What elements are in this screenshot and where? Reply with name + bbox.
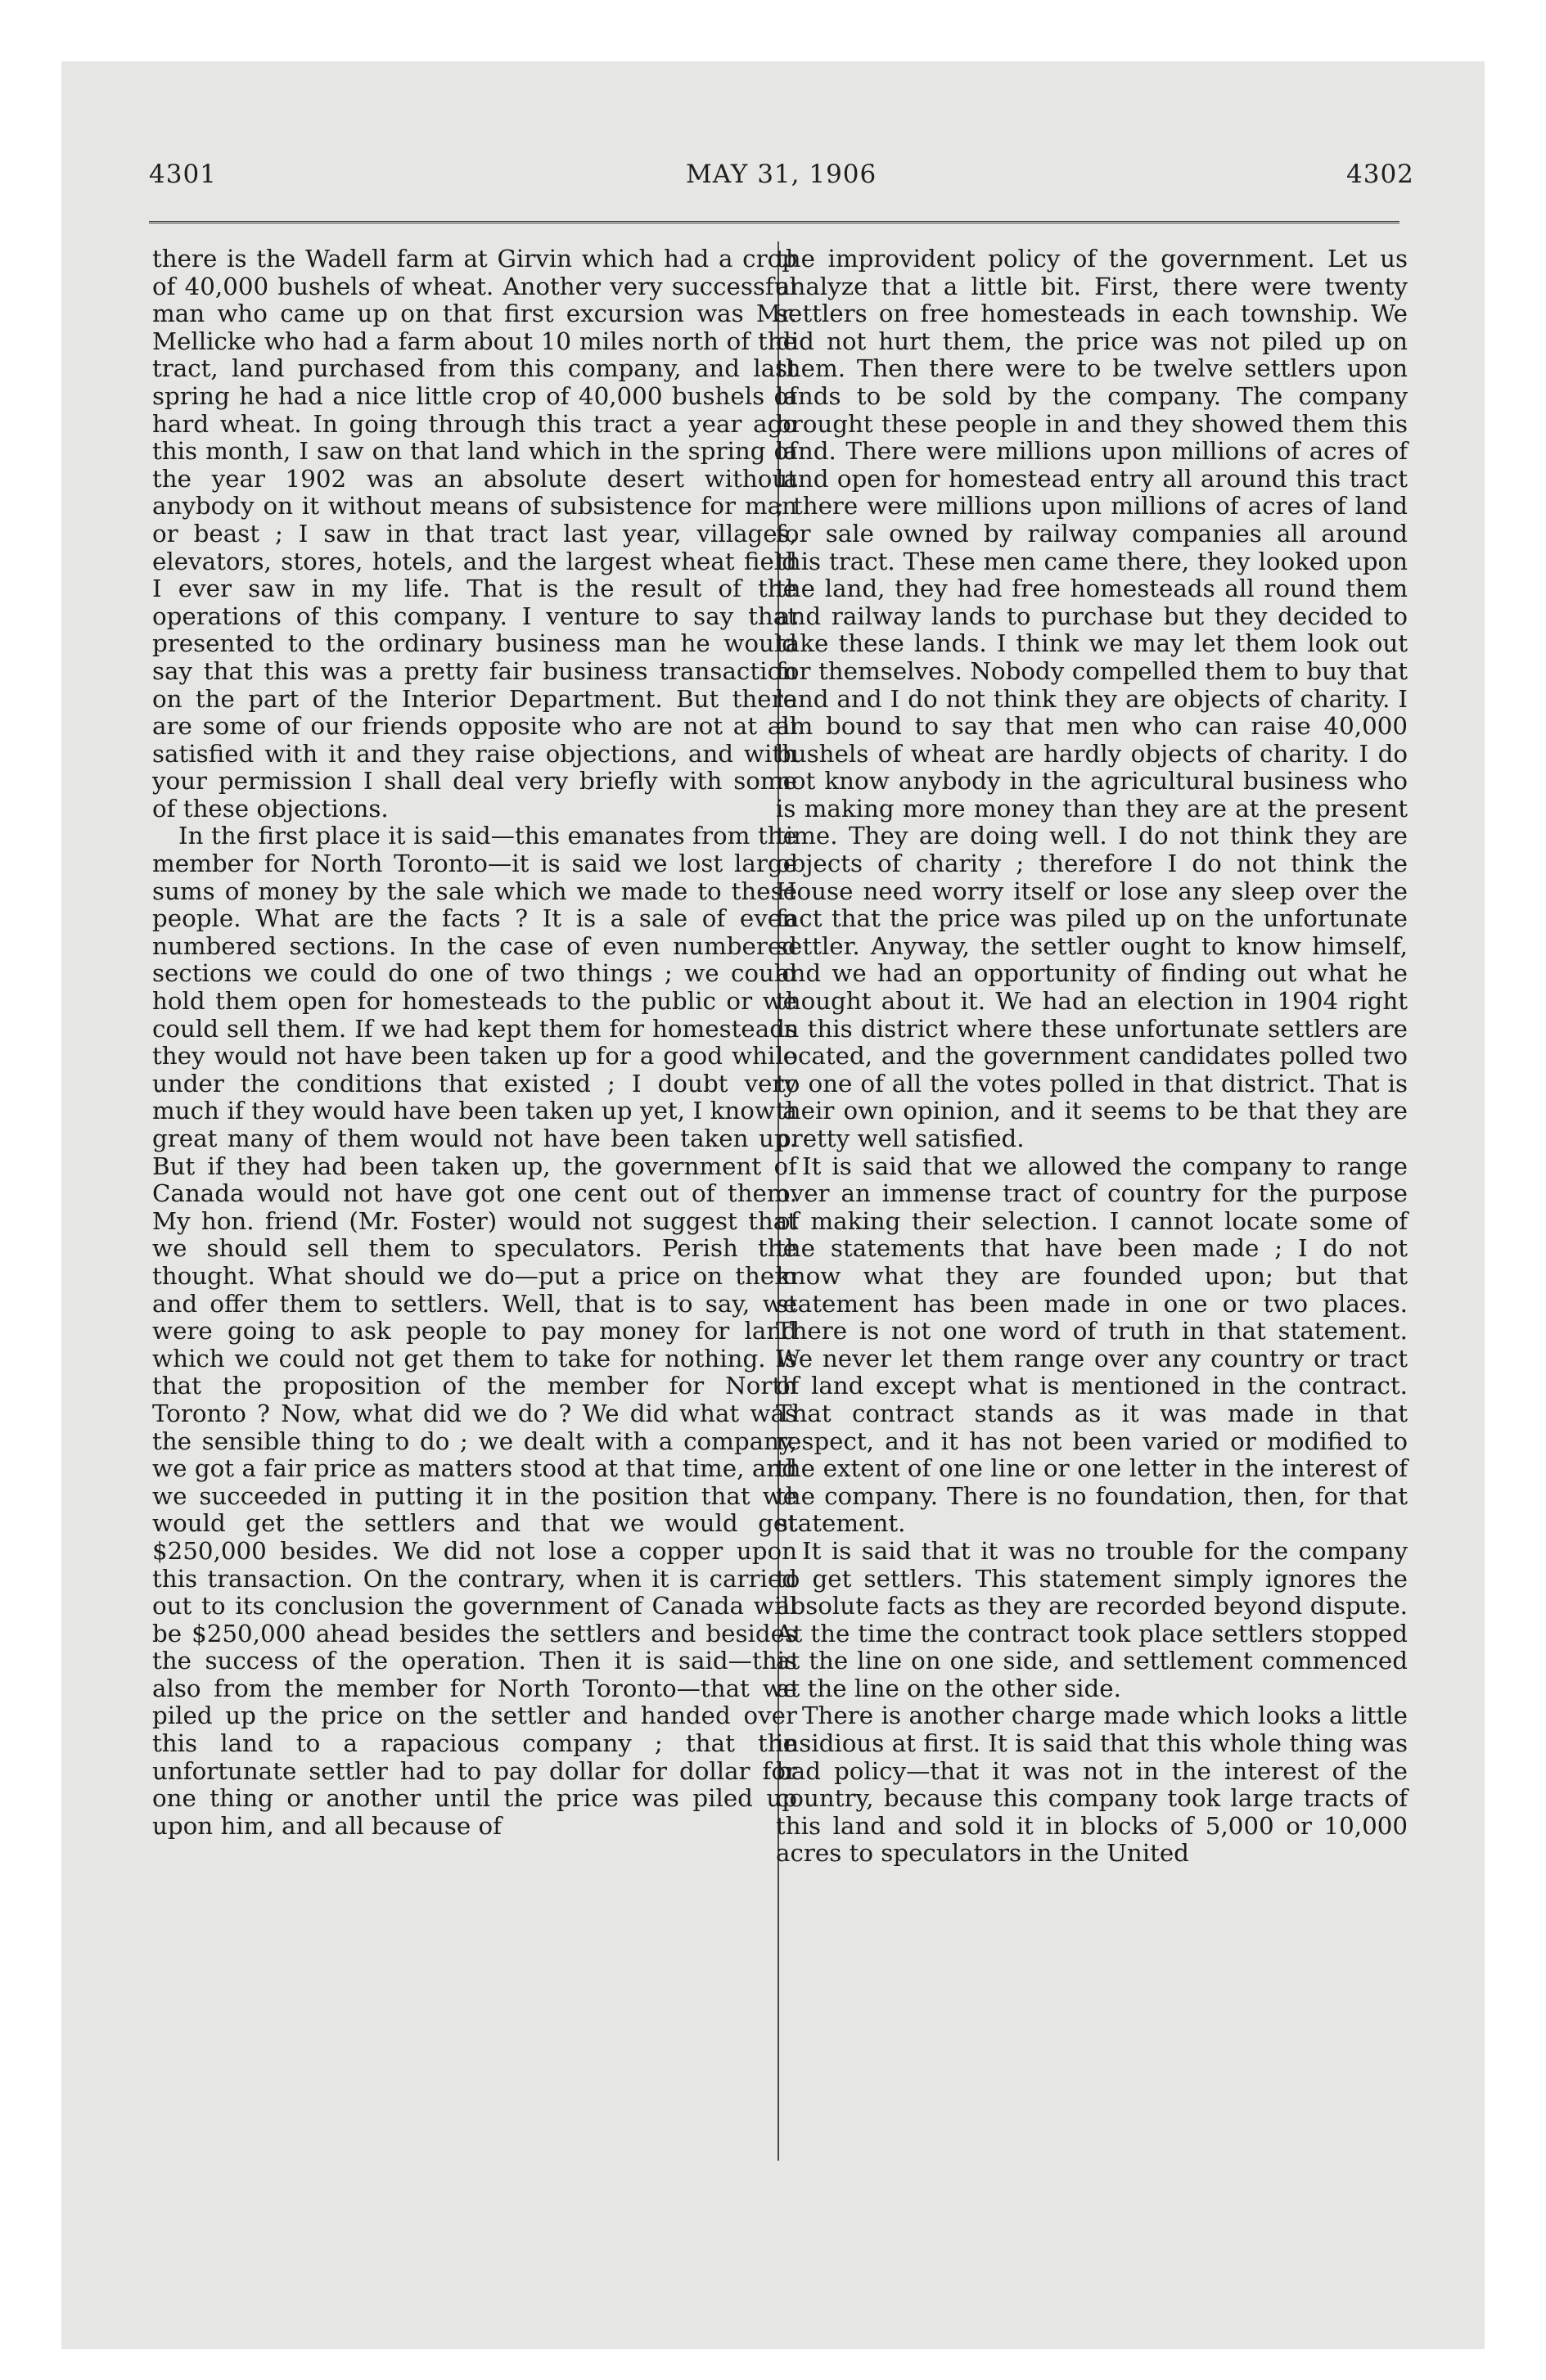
- paragraph: In the first place it is said—this emanates from the member for North Toronto—it is said we lost large sums of money by the sale which we made to these people. What are the facts ? It is a sale of even numbered sections. In the case of even numbered sections we could do one of two things ; we could hold them open for homesteads to the public or we could sell them. If we had kept them for homesteads they would not have been taken up for a good while under the conditions that existed ; I doubt very much if they would have been taken up yet, I know a great many of them would not have been taken up. But if they had been taken up, the government of Canada would not have got one cent out of them. My hon. friend (Mr. Foster) would not suggest that we should sell them to speculators. Perish the thought. What should we do—put a price on them and offer them to settlers. Well, that is to say, we were going to ask people to pay money for land which we could not get them to take for nothing. Is that the proposition of the member for North Toronto ? Now, what did we do ? We did what was the sensible thing to do ; we dealt with a company, we got a fair price as matters stood at that time, and we succeeded in putting it in the position that we would get the settlers and that we would get $250,000 besides. We did not lose a copper upon this transaction. On the contrary, when it is carried out to its conclusion the government of Canada will be $250,000 ahead besides the settlers and besides the success of the operation. Then it is said—this also from the member for North Toronto—that we piled up the price on the settler and handed over this land to a rapacious company ; that the unfortunate settler had to pay dollar for dollar for one thing or another until the price was piled up upon him, and all because of: [152, 822, 797, 1840]
- page-number-left: 4301: [149, 160, 217, 189]
- left-column: [152, 246, 797, 2169]
- paragraph: There is another charge made which looks a little insidious at first. It is said that this whole thing was bad policy—that it was not in the interest of the country, because this company took large tracts of this land and sold it in blocks of 5,000 or 10,000 acres to speculators in the United: [776, 1702, 1408, 1868]
- paragraph: there is the Wadell farm at Girvin which had a crop of 40,000 bushels of wheat. Another very successful man who came up on that first excursion was Mr. Mellicke who had a farm about 10 miles north of the tract, land purchased from this company, and last spring he had a nice little crop of 40,000 bushels of hard wheat. In going through this tract a year ago this month, I saw on that land which in the spring of the year 1902 was an absolute desert without anybody on it without means of subsistence for man or beast ; I saw in that tract last year, villages, elevators, stores, hotels, and the largest wheat field I ever saw in my life. That is the result of the operations of this company. I venture to say that presented to the ordinary business man he would say that this was a pretty fair business transaction on the part of the Interior Department. But there are some of our friends opposite who are not at all satisfied with it and they raise objections, and with your permission I shall deal very briefly with some of these objections.: [152, 245, 797, 823]
- header-rule-left: [149, 221, 794, 223]
- paragraph: the improvident policy of the government. Let us analyze that a little bit. First, there were twenty settlers on free homesteads in each township. We did not hurt them, the price was not piled up on them. Then there were to be twelve settlers upon lands to be sold by the company. The company brought these people in and they showed them this land. There were millions upon millions of acres of land open for homestead entry all around this tract ; there were millions upon millions of acres of land for sale owned by railway companies all around this tract. These men came there, they looked upon the land, they had free homesteads all round them and railway lands to purchase but they decided to take these lands. I think we may let them look out for themselves. Nobody compelled them to buy that land and I do not think they are objects of charity. I am bound to say that men who can raise 40,000 bushels of wheat are hardly objects of charity. I do not know anybody in the agricultural business who is making more money than they are at the present time. They are doing well. I do not think they are objects of charity ; therefore I do not think the House need worry itself or lose any sleep over the fact that the price was piled up on the unfortunate settler. Anyway, the settler ought to know himself, and we had an opportunity of finding out what he thought about it. We had an election in 1904 right in this district where these unfortunate settlers are located, and the government candidates polled two to one of all the votes polled in that district. That is their own opinion, and it seems to be that they are pretty well satisfied.: [776, 245, 1408, 1152]
- header-rule-right: [778, 221, 1400, 223]
- paragraph: It is said that it was no trouble for the company to get settlers. This statement simply ignores the absolute facts as they are recorded beyond dispute. At the time the contract took place settlers stopped at the line on one side, and settlement commenced at the line on the other side.: [776, 1536, 1408, 1702]
- page-header: [0, 160, 1546, 192]
- paragraph: It is said that we allowed the company to range over an immense tract of country for the purpose of making their selection. I cannot locate some of the statements that have been made ; I do not know what they are founded upon; but that statement has been made in one or two places. There is not one word of truth in that statement. We never let them range over any country or tract of land except what is mentioned in the contract. That contract stands as it was made in that respect, and it has not been varied or modified to the extent of one line or one letter in the interest of the company. There is no foundation, then, for that statement.: [776, 1152, 1408, 1538]
- right-column: [776, 246, 1408, 2169]
- page-date-title: MAY 31, 1906: [686, 160, 877, 189]
- page-number-right: 4302: [1346, 160, 1414, 189]
